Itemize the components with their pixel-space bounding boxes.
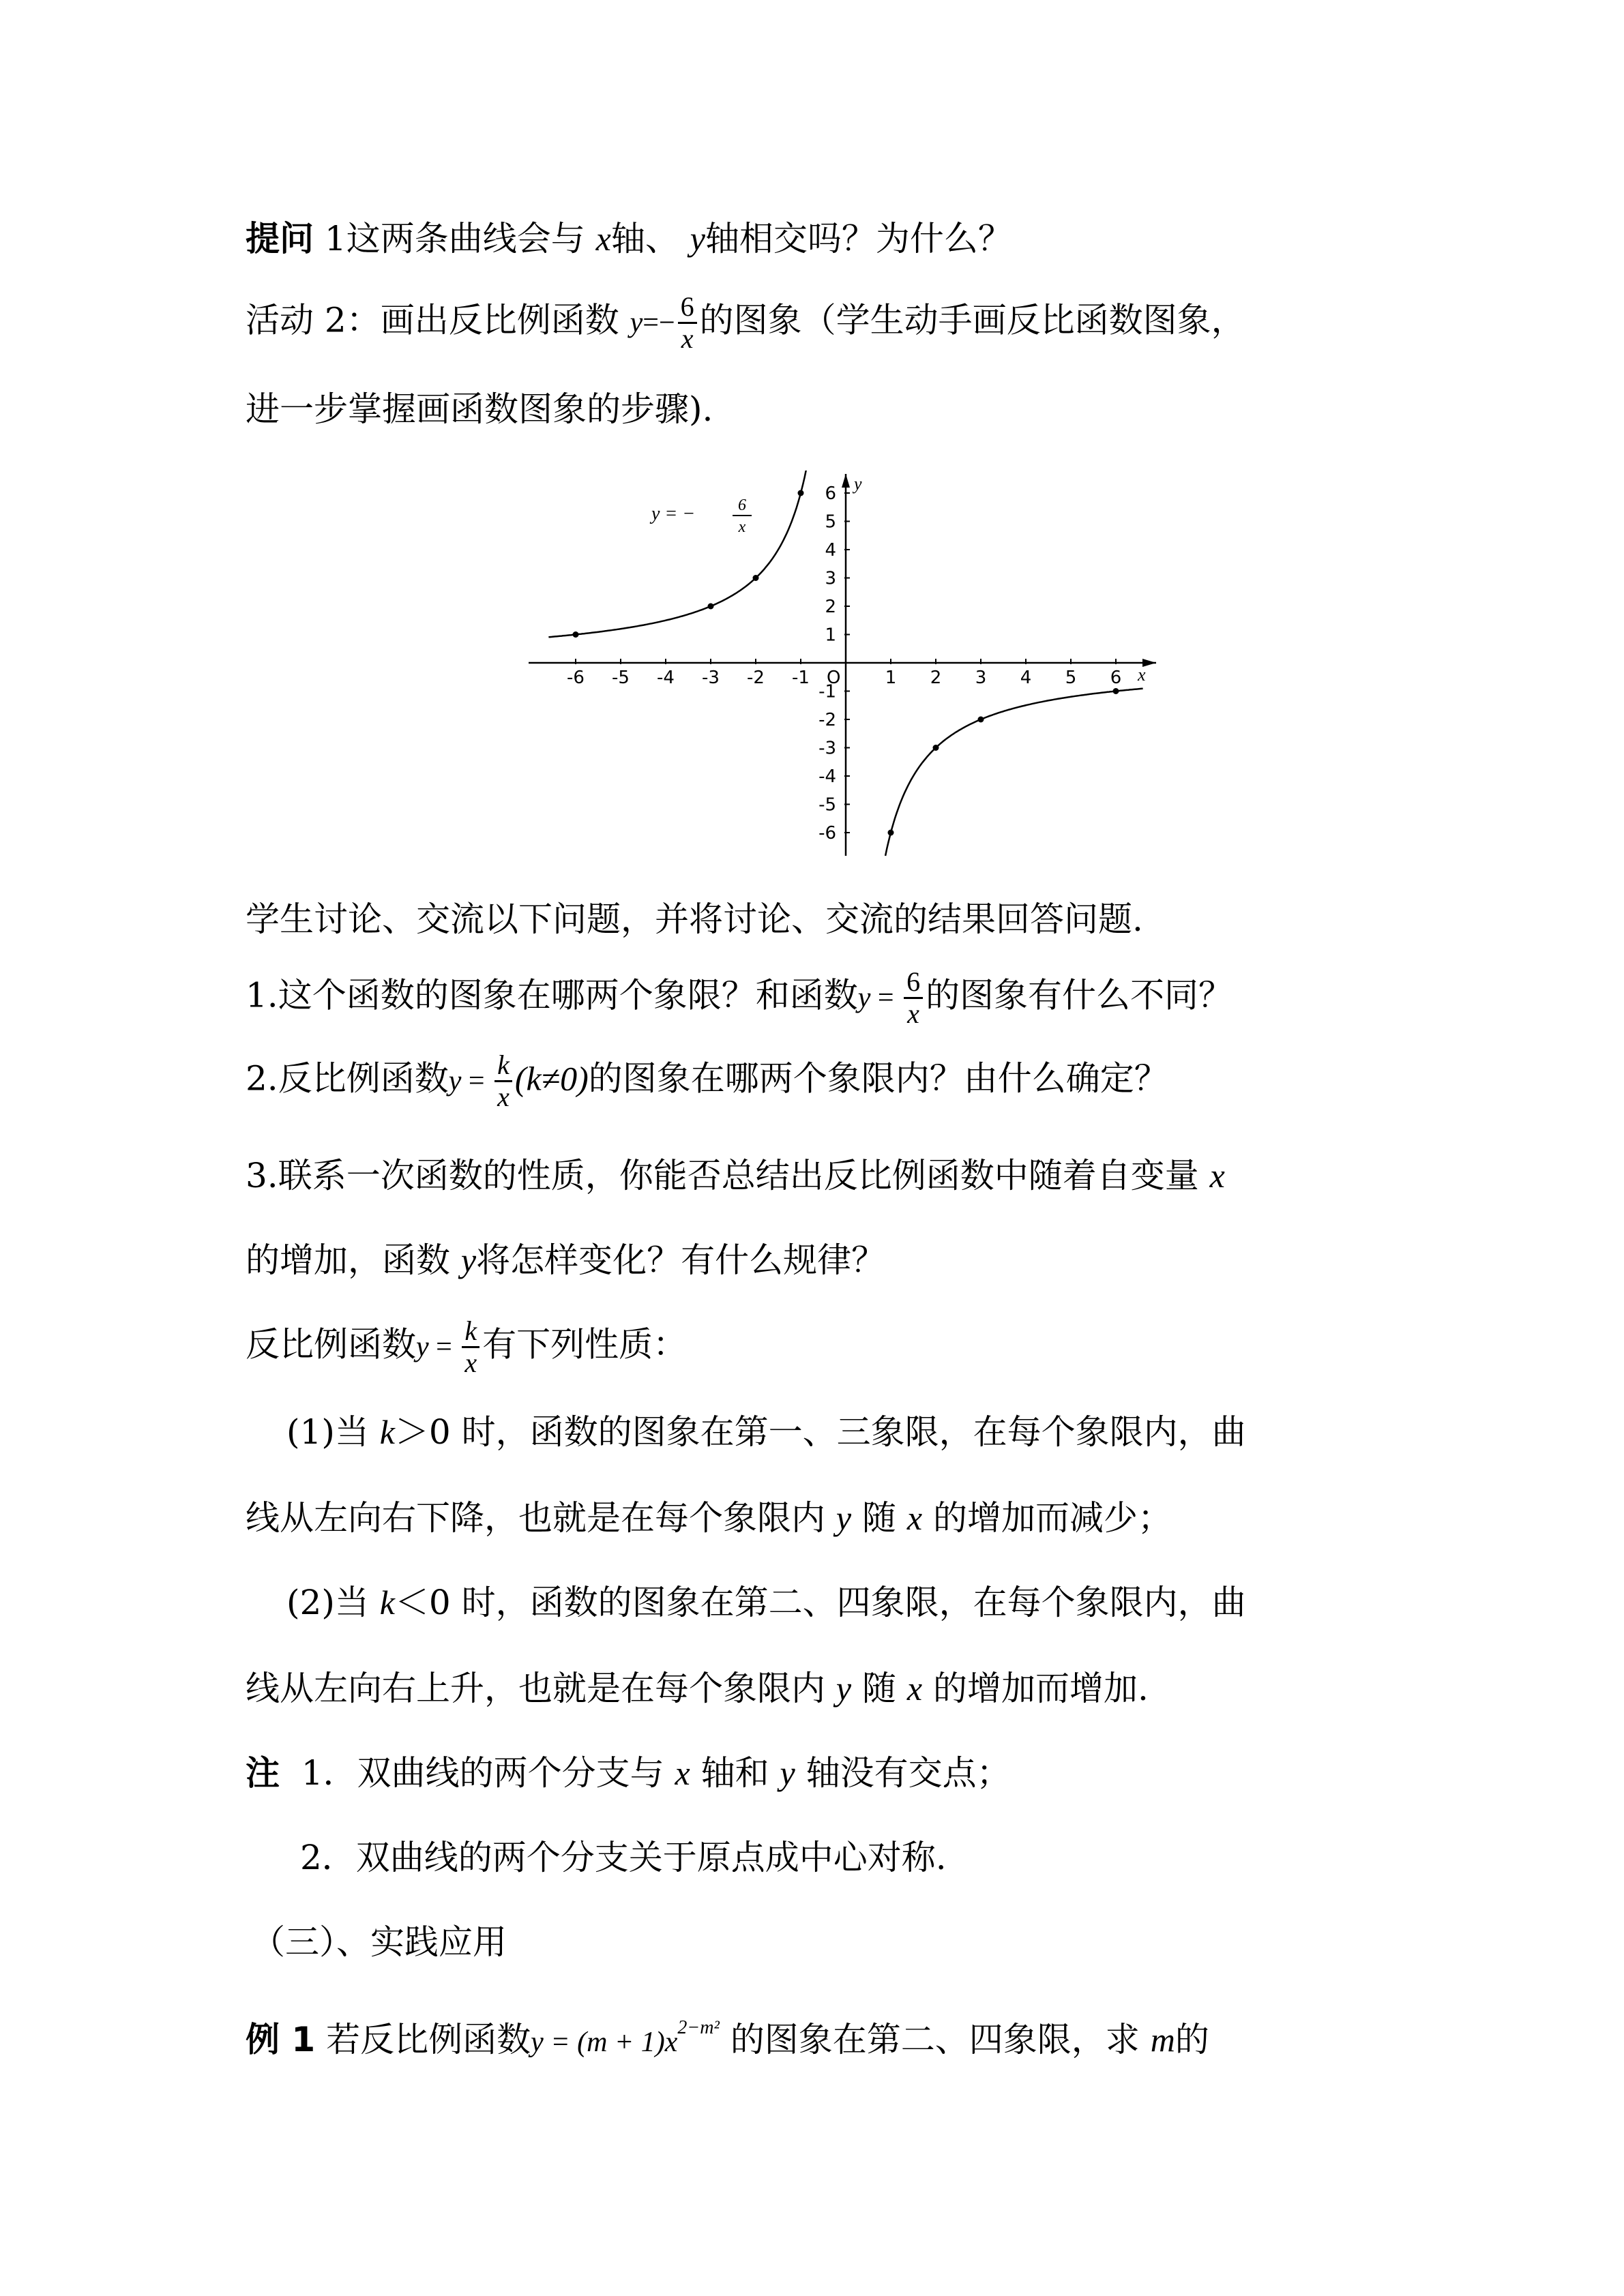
x-tick-label: 2 bbox=[930, 668, 942, 688]
discussion-q3: 3.联系一次函数的性质，你能否总结出反比例函数中随着自变量 x bbox=[246, 1156, 1225, 1195]
example-1: 例 1 若反比例函数$y = (m + 1)x^{2-m^2}$ 的图象在第二、四象限，求 m的 bbox=[246, 2017, 1209, 2059]
curve-left-branch bbox=[548, 471, 806, 637]
discussion-q3-line2: 的增加，函数 y将怎样变化？有什么规律？ bbox=[246, 1240, 886, 1280]
x-tick-label: 3 bbox=[975, 668, 987, 688]
y-axis-arrow bbox=[842, 474, 850, 488]
data-point bbox=[888, 830, 894, 836]
y-tick-label: 5 bbox=[825, 511, 836, 533]
x-tick-label: 4 bbox=[1020, 668, 1032, 688]
data-point bbox=[708, 603, 714, 610]
property-1: (1)当 k＞0 时，函数的图象在第一、三象限，在每个象限内，曲 bbox=[286, 1412, 1246, 1452]
data-point bbox=[798, 490, 804, 496]
curve-label bbox=[649, 496, 752, 536]
note-2: 2．双曲线的两个分支关于原点成中心对称. bbox=[300, 1838, 947, 1877]
note-1: 注 1．双曲线的两个分支与 x 轴和 y 轴没有交点； bbox=[246, 1753, 1011, 1793]
y-tick-label: 6 bbox=[825, 483, 836, 504]
x-tick-label: 1 bbox=[885, 668, 897, 688]
curve-label-num: 6 bbox=[738, 496, 746, 514]
fraction: $\frac{6}{x}$ bbox=[678, 292, 697, 354]
data-point bbox=[573, 631, 579, 638]
data-point bbox=[978, 717, 984, 723]
curve-right-branch bbox=[885, 689, 1143, 856]
x-tick-label: 6 bbox=[1110, 668, 1122, 688]
x-tick-label: 5 bbox=[1065, 668, 1077, 688]
x-tick-label: -6 bbox=[567, 668, 585, 688]
y-tick-label: 2 bbox=[825, 597, 836, 617]
property-1-line2: 线从左向右下降，也就是在每个象限内 y 随 x 的增加而减少； bbox=[246, 1498, 1172, 1538]
y-tick-label: -6 bbox=[818, 823, 836, 844]
y-tick-label: 4 bbox=[825, 540, 836, 561]
discussion-q1: 1.这个函数的图象在哪两个象限？和函数y = $\frac{6}{x}$ 的图象有什么不同？ bbox=[246, 966, 1233, 1029]
x-tick-label: -2 bbox=[747, 668, 765, 688]
origin-label: O bbox=[827, 668, 841, 688]
activity-2: 活动 2：画出反比例函数 y=− $\frac{6}{x}$ 的图象（学生动手画反比函数图象， bbox=[246, 291, 1245, 354]
y-tick-label: -3 bbox=[818, 738, 836, 759]
curve-label-lhs: y = − bbox=[651, 503, 696, 524]
data-point bbox=[933, 745, 939, 751]
data-point bbox=[1113, 688, 1119, 694]
section-heading: （三）、实践应用 bbox=[251, 1922, 507, 1962]
x-tick-label: -1 bbox=[792, 668, 810, 688]
question-label: 提问 bbox=[246, 219, 314, 258]
y-tick-label: 3 bbox=[825, 568, 836, 589]
y-tick-label: -5 bbox=[818, 794, 836, 816]
x-axis-label: x bbox=[1138, 665, 1146, 685]
property-2: (2)当 k＜0 时，函数的图象在第二、四象限，在每个象限内，曲 bbox=[286, 1583, 1246, 1622]
discussion-intro: 学生讨论、交流以下问题，并将讨论、交流的结果回答问题. bbox=[246, 899, 1143, 939]
curve-label-den: x bbox=[738, 518, 746, 536]
y-tick-label: -4 bbox=[818, 766, 836, 787]
y-tick-label: -1 bbox=[818, 681, 836, 702]
activity-2-line2: 进一步掌握画函数图象的步骤). bbox=[246, 389, 713, 429]
properties-intro: 反比例函数y = $\frac{k}{x}$ 有下列性质： bbox=[246, 1315, 688, 1378]
hyperbola-graph bbox=[525, 471, 1160, 859]
y-tick-label: 1 bbox=[825, 625, 836, 646]
x-tick-label: -4 bbox=[657, 668, 675, 688]
data-point bbox=[753, 575, 759, 581]
property-2-line2: 线从左向右上升，也就是在每个象限内 y 随 x 的增加而增加. bbox=[246, 1669, 1149, 1708]
x-tick-label: -3 bbox=[702, 668, 720, 688]
x-tick-label: -5 bbox=[612, 668, 630, 688]
discussion-q2: 2.反比例函数y = $\frac{k}{x}$ (k≠0)的图象在哪两个象限内？由什么确定？ bbox=[246, 1049, 1168, 1112]
y-axis-label: y bbox=[854, 474, 862, 494]
question-1: 提问 1这两条曲线会与 x轴、 y轴相交吗？为什么？ bbox=[246, 219, 1012, 258]
y-tick-label: -2 bbox=[818, 710, 836, 730]
